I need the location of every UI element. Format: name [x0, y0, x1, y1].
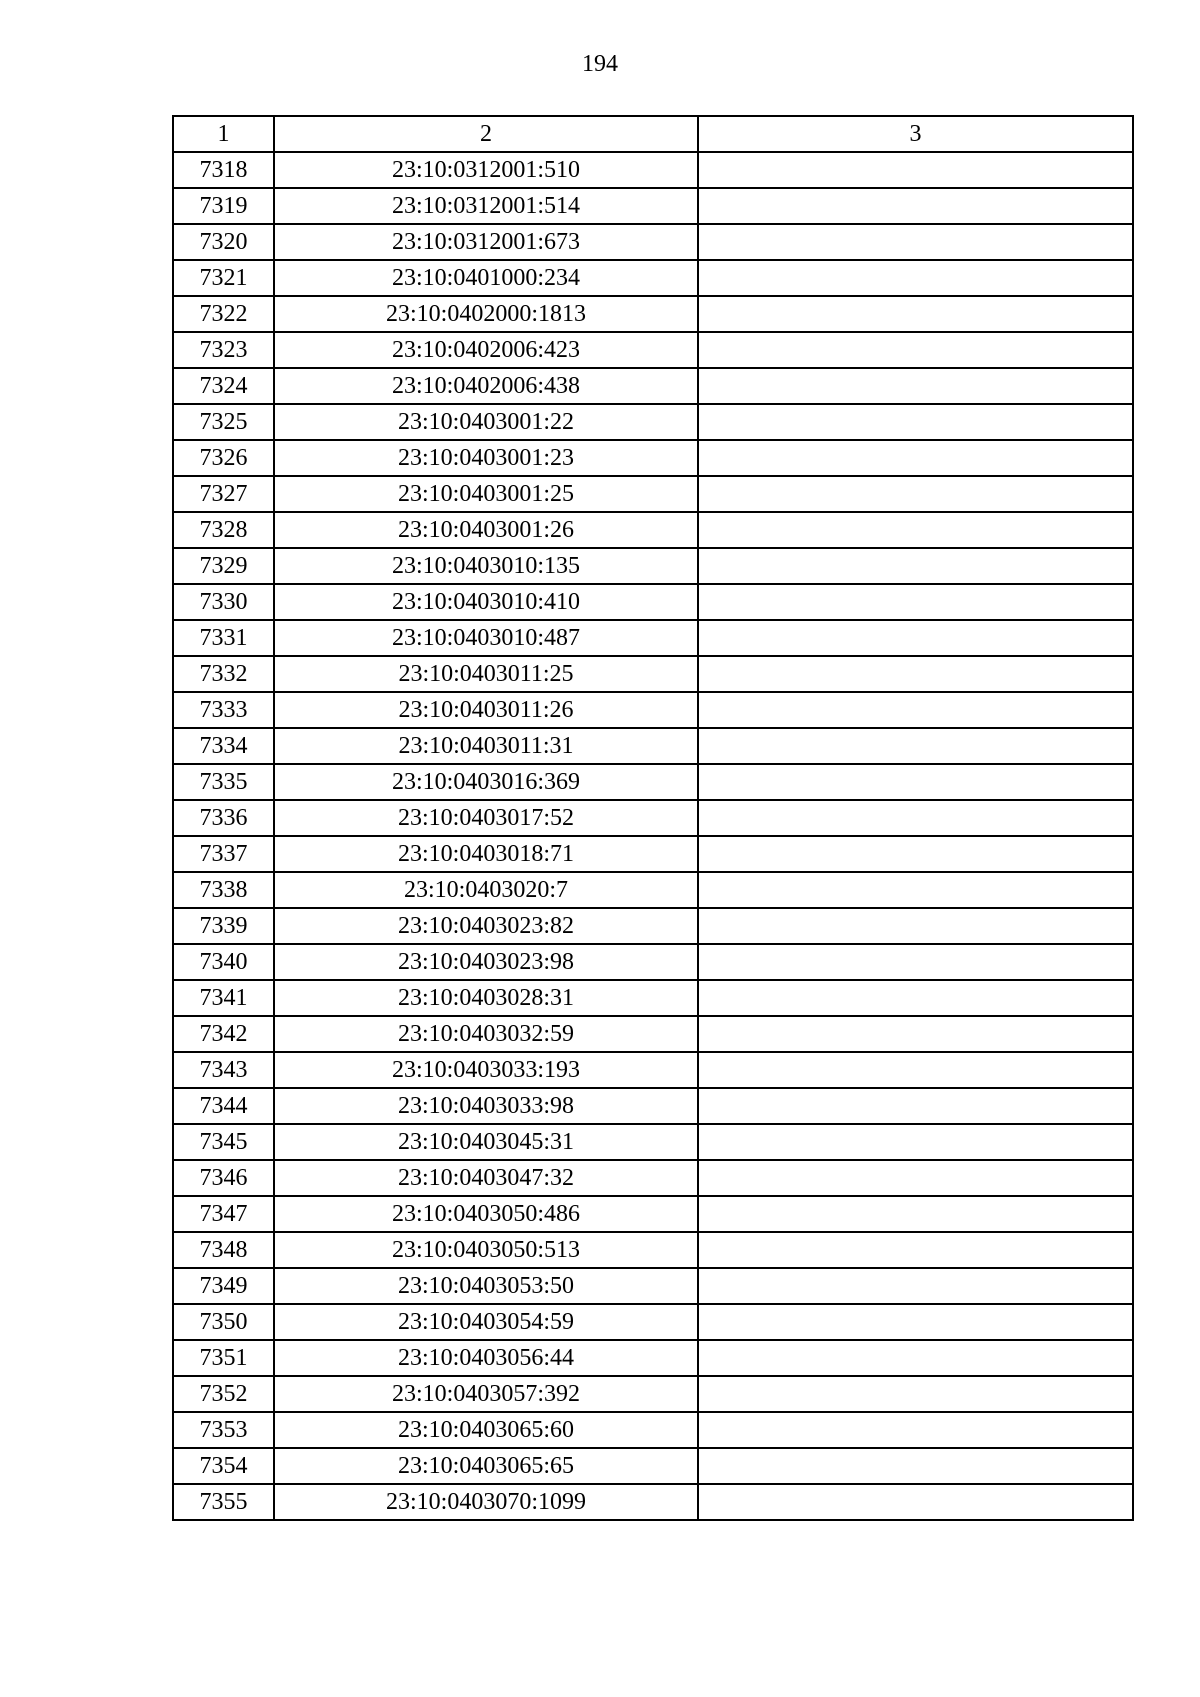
cell-cadastral-id: 23:10:0403032:59 [274, 1016, 698, 1052]
cell-number: 7334 [173, 728, 274, 764]
cell-number: 7338 [173, 872, 274, 908]
cell-note [698, 1340, 1133, 1376]
cell-note [698, 1052, 1133, 1088]
cell-note [698, 1484, 1133, 1520]
table-row [173, 1484, 1133, 1520]
cell-number: 7340 [173, 944, 274, 980]
cell-cadastral-id: 23:10:0403050:513 [274, 1232, 698, 1268]
cell-number: 7321 [173, 260, 274, 296]
cell-note [698, 368, 1133, 404]
cell-number: 7337 [173, 836, 274, 872]
cell-number: 7353 [173, 1412, 274, 1448]
cell-number: 7343 [173, 1052, 274, 1088]
cell-number: 7326 [173, 440, 274, 476]
cell-note [698, 1304, 1133, 1340]
cell-number: 7320 [173, 224, 274, 260]
cell-cadastral-id: 23:10:0403023:82 [274, 908, 698, 944]
table-row [173, 728, 1133, 764]
cell-cadastral-id: 23:10:0403050:486 [274, 1196, 698, 1232]
cell-cadastral-id: 23:10:0402000:1813 [274, 296, 698, 332]
cell-number: 7330 [173, 584, 274, 620]
table-row [173, 692, 1133, 728]
cell-note [698, 332, 1133, 368]
table-row [173, 1232, 1133, 1268]
cell-cadastral-id: 23:10:0403001:26 [274, 512, 698, 548]
cell-note [698, 1376, 1133, 1412]
table-row [173, 404, 1133, 440]
table-row [173, 368, 1133, 404]
table-row [173, 764, 1133, 800]
table-row [173, 440, 1133, 476]
cell-number: 7327 [173, 476, 274, 512]
table-row [173, 836, 1133, 872]
cell-note [698, 296, 1133, 332]
cell-cadastral-id: 23:10:0403045:31 [274, 1124, 698, 1160]
cell-note [698, 872, 1133, 908]
cell-cadastral-id: 23:10:0403001:22 [274, 404, 698, 440]
cell-number: 7341 [173, 980, 274, 1016]
cell-cadastral-id: 23:10:0403033:98 [274, 1088, 698, 1124]
cell-cadastral-id: 23:10:0403017:52 [274, 800, 698, 836]
cell-note [698, 1448, 1133, 1484]
cell-note [698, 1196, 1133, 1232]
cell-cadastral-id: 23:10:0403001:23 [274, 440, 698, 476]
table-row [173, 944, 1133, 980]
cell-cadastral-id: 23:10:0403010:135 [274, 548, 698, 584]
cell-cadastral-id: 23:10:0403018:71 [274, 836, 698, 872]
cell-note [698, 980, 1133, 1016]
header-cell-1: 1 [173, 116, 274, 152]
cell-note [698, 260, 1133, 296]
cell-cadastral-id: 23:10:0403010:487 [274, 620, 698, 656]
cell-cadastral-id: 23:10:0403065:60 [274, 1412, 698, 1448]
table-row [173, 1088, 1133, 1124]
table-row [173, 620, 1133, 656]
cell-cadastral-id: 23:10:0403065:65 [274, 1448, 698, 1484]
table-row [173, 656, 1133, 692]
cell-cadastral-id: 23:10:0403053:50 [274, 1268, 698, 1304]
cell-note [698, 1268, 1133, 1304]
cell-cadastral-id: 23:10:0403070:1099 [274, 1484, 698, 1520]
table-row [173, 1052, 1133, 1088]
header-cell-3: 3 [698, 116, 1133, 152]
table-row [173, 1448, 1133, 1484]
cell-note [698, 512, 1133, 548]
table-row [173, 1124, 1133, 1160]
cell-note [698, 1232, 1133, 1268]
cell-number: 7325 [173, 404, 274, 440]
cell-number: 7344 [173, 1088, 274, 1124]
cell-note [698, 152, 1133, 188]
table-row [173, 872, 1133, 908]
table-row [173, 1268, 1133, 1304]
cell-note [698, 620, 1133, 656]
table-row [173, 1376, 1133, 1412]
cell-number: 7328 [173, 512, 274, 548]
cell-note [698, 692, 1133, 728]
cell-number: 7335 [173, 764, 274, 800]
cell-cadastral-id: 23:10:0403056:44 [274, 1340, 698, 1376]
table-row [173, 908, 1133, 944]
cell-number: 7355 [173, 1484, 274, 1520]
cell-note [698, 188, 1133, 224]
table-row [173, 296, 1133, 332]
cell-number: 7348 [173, 1232, 274, 1268]
cell-cadastral-id: 23:10:0403054:59 [274, 1304, 698, 1340]
cell-cadastral-id: 23:10:0401000:234 [274, 260, 698, 296]
cell-cadastral-id: 23:10:0403001:25 [274, 476, 698, 512]
cell-number: 7332 [173, 656, 274, 692]
cell-cadastral-id: 23:10:0402006:438 [274, 368, 698, 404]
cell-number: 7324 [173, 368, 274, 404]
table-row [173, 1196, 1133, 1232]
cell-cadastral-id: 23:10:0402006:423 [274, 332, 698, 368]
cell-note [698, 1160, 1133, 1196]
table-row [173, 1412, 1133, 1448]
cell-note [698, 836, 1133, 872]
page-number: 194 [582, 51, 618, 77]
cell-cadastral-id: 23:10:0403020:7 [274, 872, 698, 908]
cell-number: 7319 [173, 188, 274, 224]
cell-cadastral-id: 23:10:0312001:673 [274, 224, 698, 260]
cell-cadastral-id: 23:10:0403033:193 [274, 1052, 698, 1088]
cell-note [698, 1412, 1133, 1448]
cell-cadastral-id: 23:10:0403011:31 [274, 728, 698, 764]
cell-cadastral-id: 23:10:0403047:32 [274, 1160, 698, 1196]
cell-note [698, 548, 1133, 584]
cell-number: 7345 [173, 1124, 274, 1160]
table-row [173, 1304, 1133, 1340]
cell-note [698, 440, 1133, 476]
cell-number: 7354 [173, 1448, 274, 1484]
table-row [173, 260, 1133, 296]
table-header [173, 116, 1133, 152]
table-row [173, 224, 1133, 260]
cell-cadastral-id: 23:10:0403057:392 [274, 1376, 698, 1412]
table-row [173, 1160, 1133, 1196]
cell-number: 7323 [173, 332, 274, 368]
cell-note [698, 404, 1133, 440]
table-row [173, 476, 1133, 512]
cell-cadastral-id: 23:10:0312001:514 [274, 188, 698, 224]
cell-number: 7318 [173, 152, 274, 188]
cell-note [698, 1016, 1133, 1052]
cell-number: 7347 [173, 1196, 274, 1232]
cell-note [698, 1124, 1133, 1160]
cell-number: 7352 [173, 1376, 274, 1412]
table-row [173, 584, 1133, 620]
cell-cadastral-id: 23:10:0312001:510 [274, 152, 698, 188]
cell-note [698, 800, 1133, 836]
cell-cadastral-id: 23:10:0403028:31 [274, 980, 698, 1016]
cell-number: 7329 [173, 548, 274, 584]
cadastral-table [172, 115, 1134, 1521]
cell-cadastral-id: 23:10:0403011:25 [274, 656, 698, 692]
cell-number: 7346 [173, 1160, 274, 1196]
cell-note [698, 656, 1133, 692]
cell-note [698, 1088, 1133, 1124]
cell-cadastral-id: 23:10:0403023:98 [274, 944, 698, 980]
cell-number: 7339 [173, 908, 274, 944]
table-row [173, 980, 1133, 1016]
table-row [173, 512, 1133, 548]
cell-note [698, 476, 1133, 512]
cell-note [698, 764, 1133, 800]
table-row [173, 332, 1133, 368]
table-row [173, 188, 1133, 224]
cell-number: 7331 [173, 620, 274, 656]
cell-note [698, 908, 1133, 944]
table-row [173, 800, 1133, 836]
cell-number: 7350 [173, 1304, 274, 1340]
cell-number: 7342 [173, 1016, 274, 1052]
cell-note [698, 224, 1133, 260]
cell-number: 7349 [173, 1268, 274, 1304]
cell-number: 7333 [173, 692, 274, 728]
cell-cadastral-id: 23:10:0403011:26 [274, 692, 698, 728]
cell-number: 7351 [173, 1340, 274, 1376]
table-body [173, 152, 1133, 1520]
cell-cadastral-id: 23:10:0403010:410 [274, 584, 698, 620]
cell-cadastral-id: 23:10:0403016:369 [274, 764, 698, 800]
cell-note [698, 584, 1133, 620]
table-row [173, 1016, 1133, 1052]
cell-number: 7336 [173, 800, 274, 836]
table-row [173, 152, 1133, 188]
table-row [173, 548, 1133, 584]
header-row [173, 116, 1133, 152]
table-row [173, 1340, 1133, 1376]
cell-note [698, 944, 1133, 980]
header-cell-2: 2 [274, 116, 698, 152]
cell-number: 7322 [173, 296, 274, 332]
cell-note [698, 728, 1133, 764]
